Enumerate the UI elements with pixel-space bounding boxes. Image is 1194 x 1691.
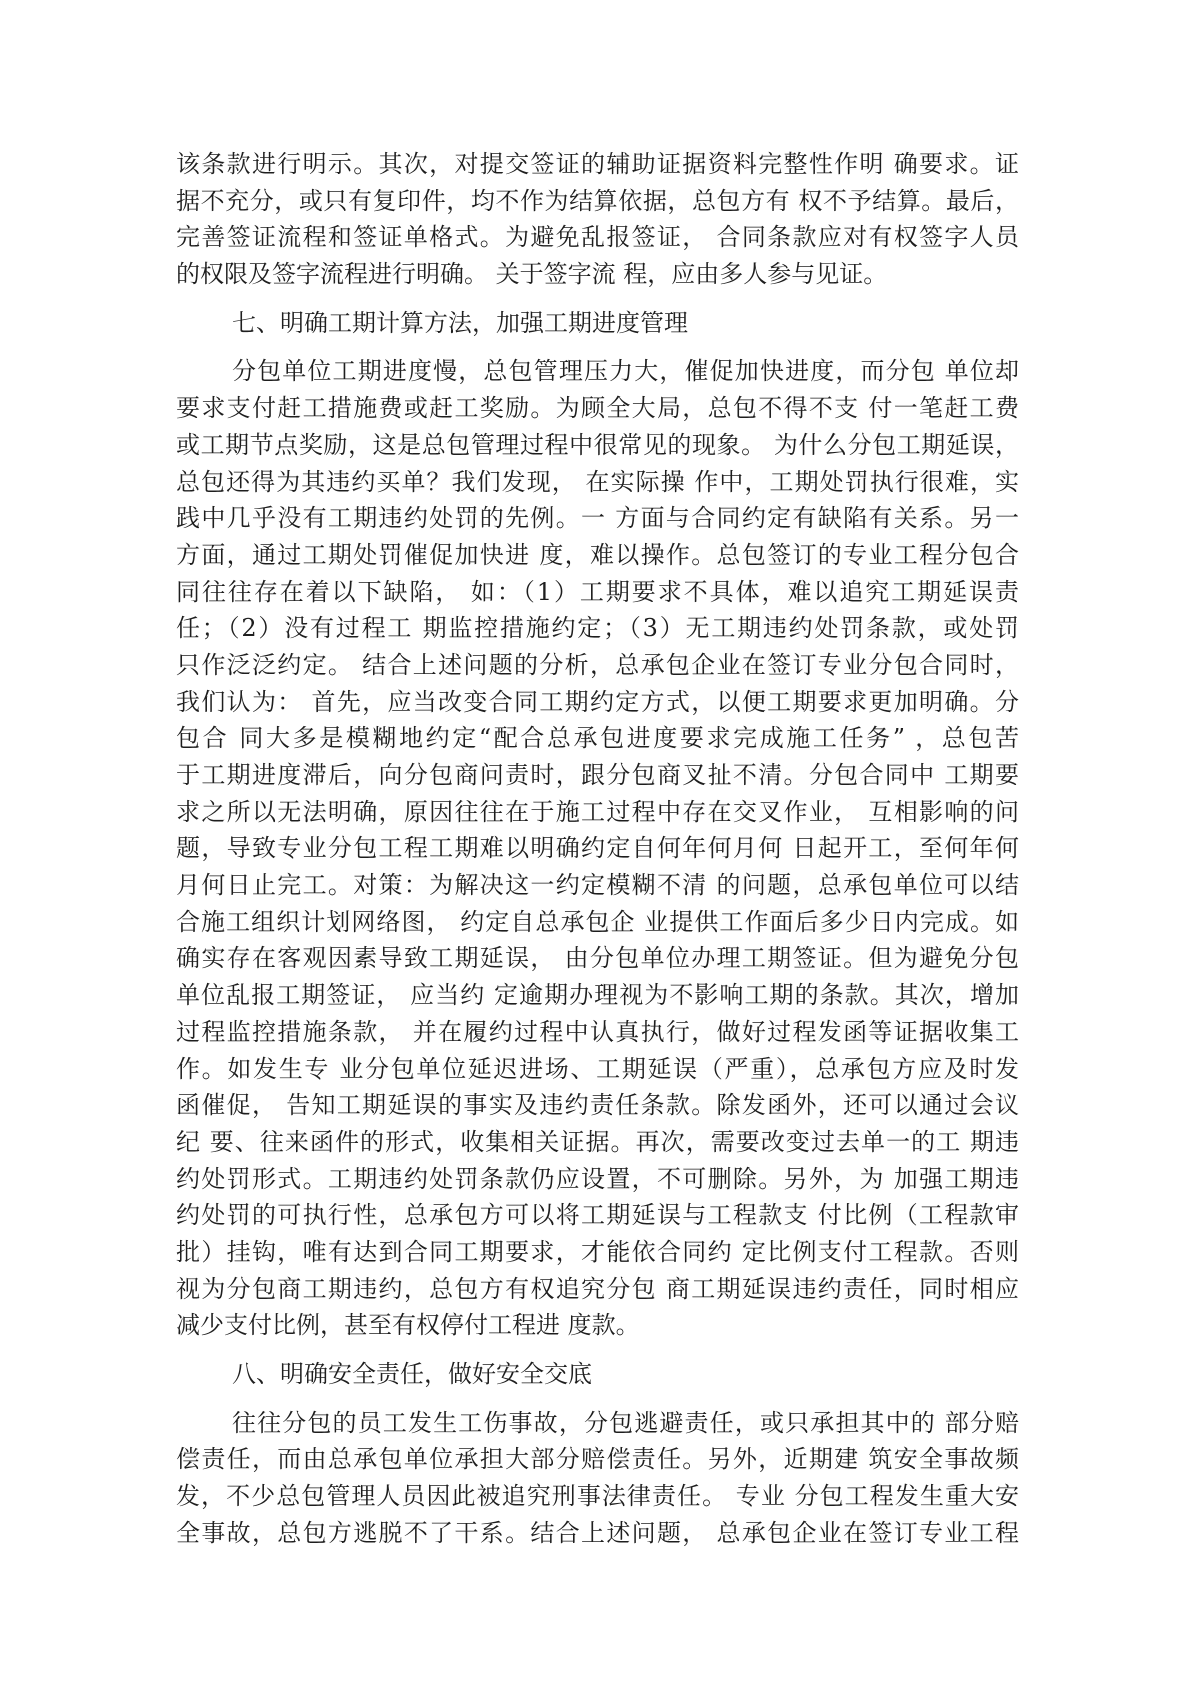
- text-line: 单位乱报工期签证， 应当约 定逾期办理视为不影响工期的条款。其次，增加: [176, 981, 1019, 1010]
- document-body: [176, 146, 1019, 1551]
- text-line: 任；（2）没有过程工 期监控措施约定；（3）无工期违约处罚条款，或处罚: [176, 614, 1019, 643]
- text-line: 纪 要、往来函件的形式，收集相关证据。再次，需要改变过去单一的工 期违: [176, 1127, 1019, 1156]
- text-line: 减少支付比例，甚至有权停付工程进 度款。: [176, 1311, 640, 1340]
- text-line: 分包单位工期进度慢，总包管理压力大，催促加快进度，而分包 单位却: [232, 357, 1019, 386]
- text-line: 要求支付赶工措施费或赶工奖励。为顾全大局，总包不得不支 付一笔赶工费: [176, 394, 1019, 423]
- text-line: 批）挂钩，唯有达到合同工期要求，才能依合同约 定比例支付工程款。否则: [176, 1237, 1019, 1266]
- text-line: 约处罚的可执行性，总承包方可以将工期延误与工程款支 付比例（工程款审: [176, 1201, 1019, 1230]
- text-line: 约处罚形式。工期违约处罚条款仍应设置，不可删除。另外，为 加强工期违: [176, 1164, 1019, 1193]
- text-line: 视为分包商工期违约，总包方有权追究分包 商工期延误违约责任，同时相应: [176, 1274, 1019, 1303]
- text-line: 总包还得为其违约买单？我们发现， 在实际操 作中，工期处罚执行很难，实: [176, 467, 1019, 496]
- text-line: 方面，通过工期处罚催促加快进 度，难以操作。总包签订的专业工程分包合: [176, 540, 1019, 569]
- section-heading-8: 八、明确安全责任，做好安全交底: [232, 1360, 592, 1388]
- text-line: 偿责任，而由总承包单位承担大部分赔偿责任。另外，近期建 筑安全事故频: [176, 1445, 1019, 1474]
- text-line: 包合 同大多是模糊地约定“配合总承包进度要求完成施工任务” ，总包苦: [176, 724, 1019, 753]
- text-line: 同往往存在着以下缺陷， 如：（1）工期要求不具体，难以追究工期延误责: [176, 577, 1019, 606]
- text-line: 作。如发生专 业分包单位延迟进场、工期延误（严重），总承包方应及时发: [176, 1054, 1019, 1083]
- text-line: 或工期节点奖励，这是总包管理过程中很常见的现象。 为什么分包工期延误，: [176, 430, 1019, 459]
- text-line: 确实存在客观因素导致工期延误， 由分包单位办理工期签证。但为避免分包: [176, 944, 1019, 973]
- text-line: 践中几乎没有工期违约处罚的先例。一 方面与合同约定有缺陷有关系。另一: [176, 504, 1019, 533]
- text-line: 于工期进度滞后，向分包商问责时，跟分包商叉扯不清。分包合同中 工期要: [176, 761, 1019, 789]
- text-line: 我们认为： 首先，应当改变合同工期约定方式，以便工期要求更加明确。分: [176, 687, 1019, 716]
- paragraph-2: [176, 353, 1019, 1344]
- text-line: 合施工组织计划网络图， 约定自总承包企 业提供工作面后多少日内完成。如: [176, 907, 1019, 936]
- text-line: 题，导致专业分包工程工期难以明确约定自何年何月何 日起开工，至何年何: [176, 834, 1019, 863]
- paragraph-1: [176, 146, 1019, 293]
- section-heading-7: 七、明确工期计算方法，加强工期进度管理: [232, 308, 688, 337]
- text-line: 全事故，总包方逃脱不了干系。结合上述问题， 总承包企业在签订专业工程: [176, 1518, 1019, 1547]
- text-line: 该条款进行明示。其次，对提交签证的辅助证据资料完整性作明 确要求。证: [176, 150, 1019, 178]
- text-line: 求之所以无法明确，原因往往在于施工过程中存在交叉作业， 互相影响的问: [176, 797, 1019, 826]
- text-line: 函催促， 告知工期延误的事实及违约责任条款。除发函外，还可以通过会议: [176, 1091, 1019, 1120]
- text-line: 往往分包的员工发生工伤事故，分包逃避责任，或只承担其中的 部分赔: [232, 1408, 1019, 1437]
- text-line: 发，不少总包管理人员因此被追究刑事法律责任。 专业 分包工程发生重大安: [176, 1482, 1019, 1511]
- text-line: 只作泛泛约定。 结合上述问题的分析，总承包企业在签订专业分包合同时，: [176, 650, 1019, 679]
- text-line: 的权限及签字流程进行明确。 关于签字流 程，应由多人参与见证。: [176, 260, 888, 289]
- text-line: 完善签证流程和签证单格式。为避免乱报签证， 合同条款应对有权签字人员: [176, 223, 1019, 252]
- text-line: 过程监控措施条款， 并在履约过程中认真执行，做好过程发函等证据收集工: [176, 1017, 1019, 1046]
- text-line: 据不充分，或只有复印件，均不作为结算依据，总包方有 权不予结算。最后，: [176, 186, 1019, 215]
- paragraph-3: [176, 1405, 1019, 1552]
- text-line: 月何日止完工。对策：为解决这一约定模糊不清 的问题，总承包单位可以结: [176, 871, 1019, 900]
